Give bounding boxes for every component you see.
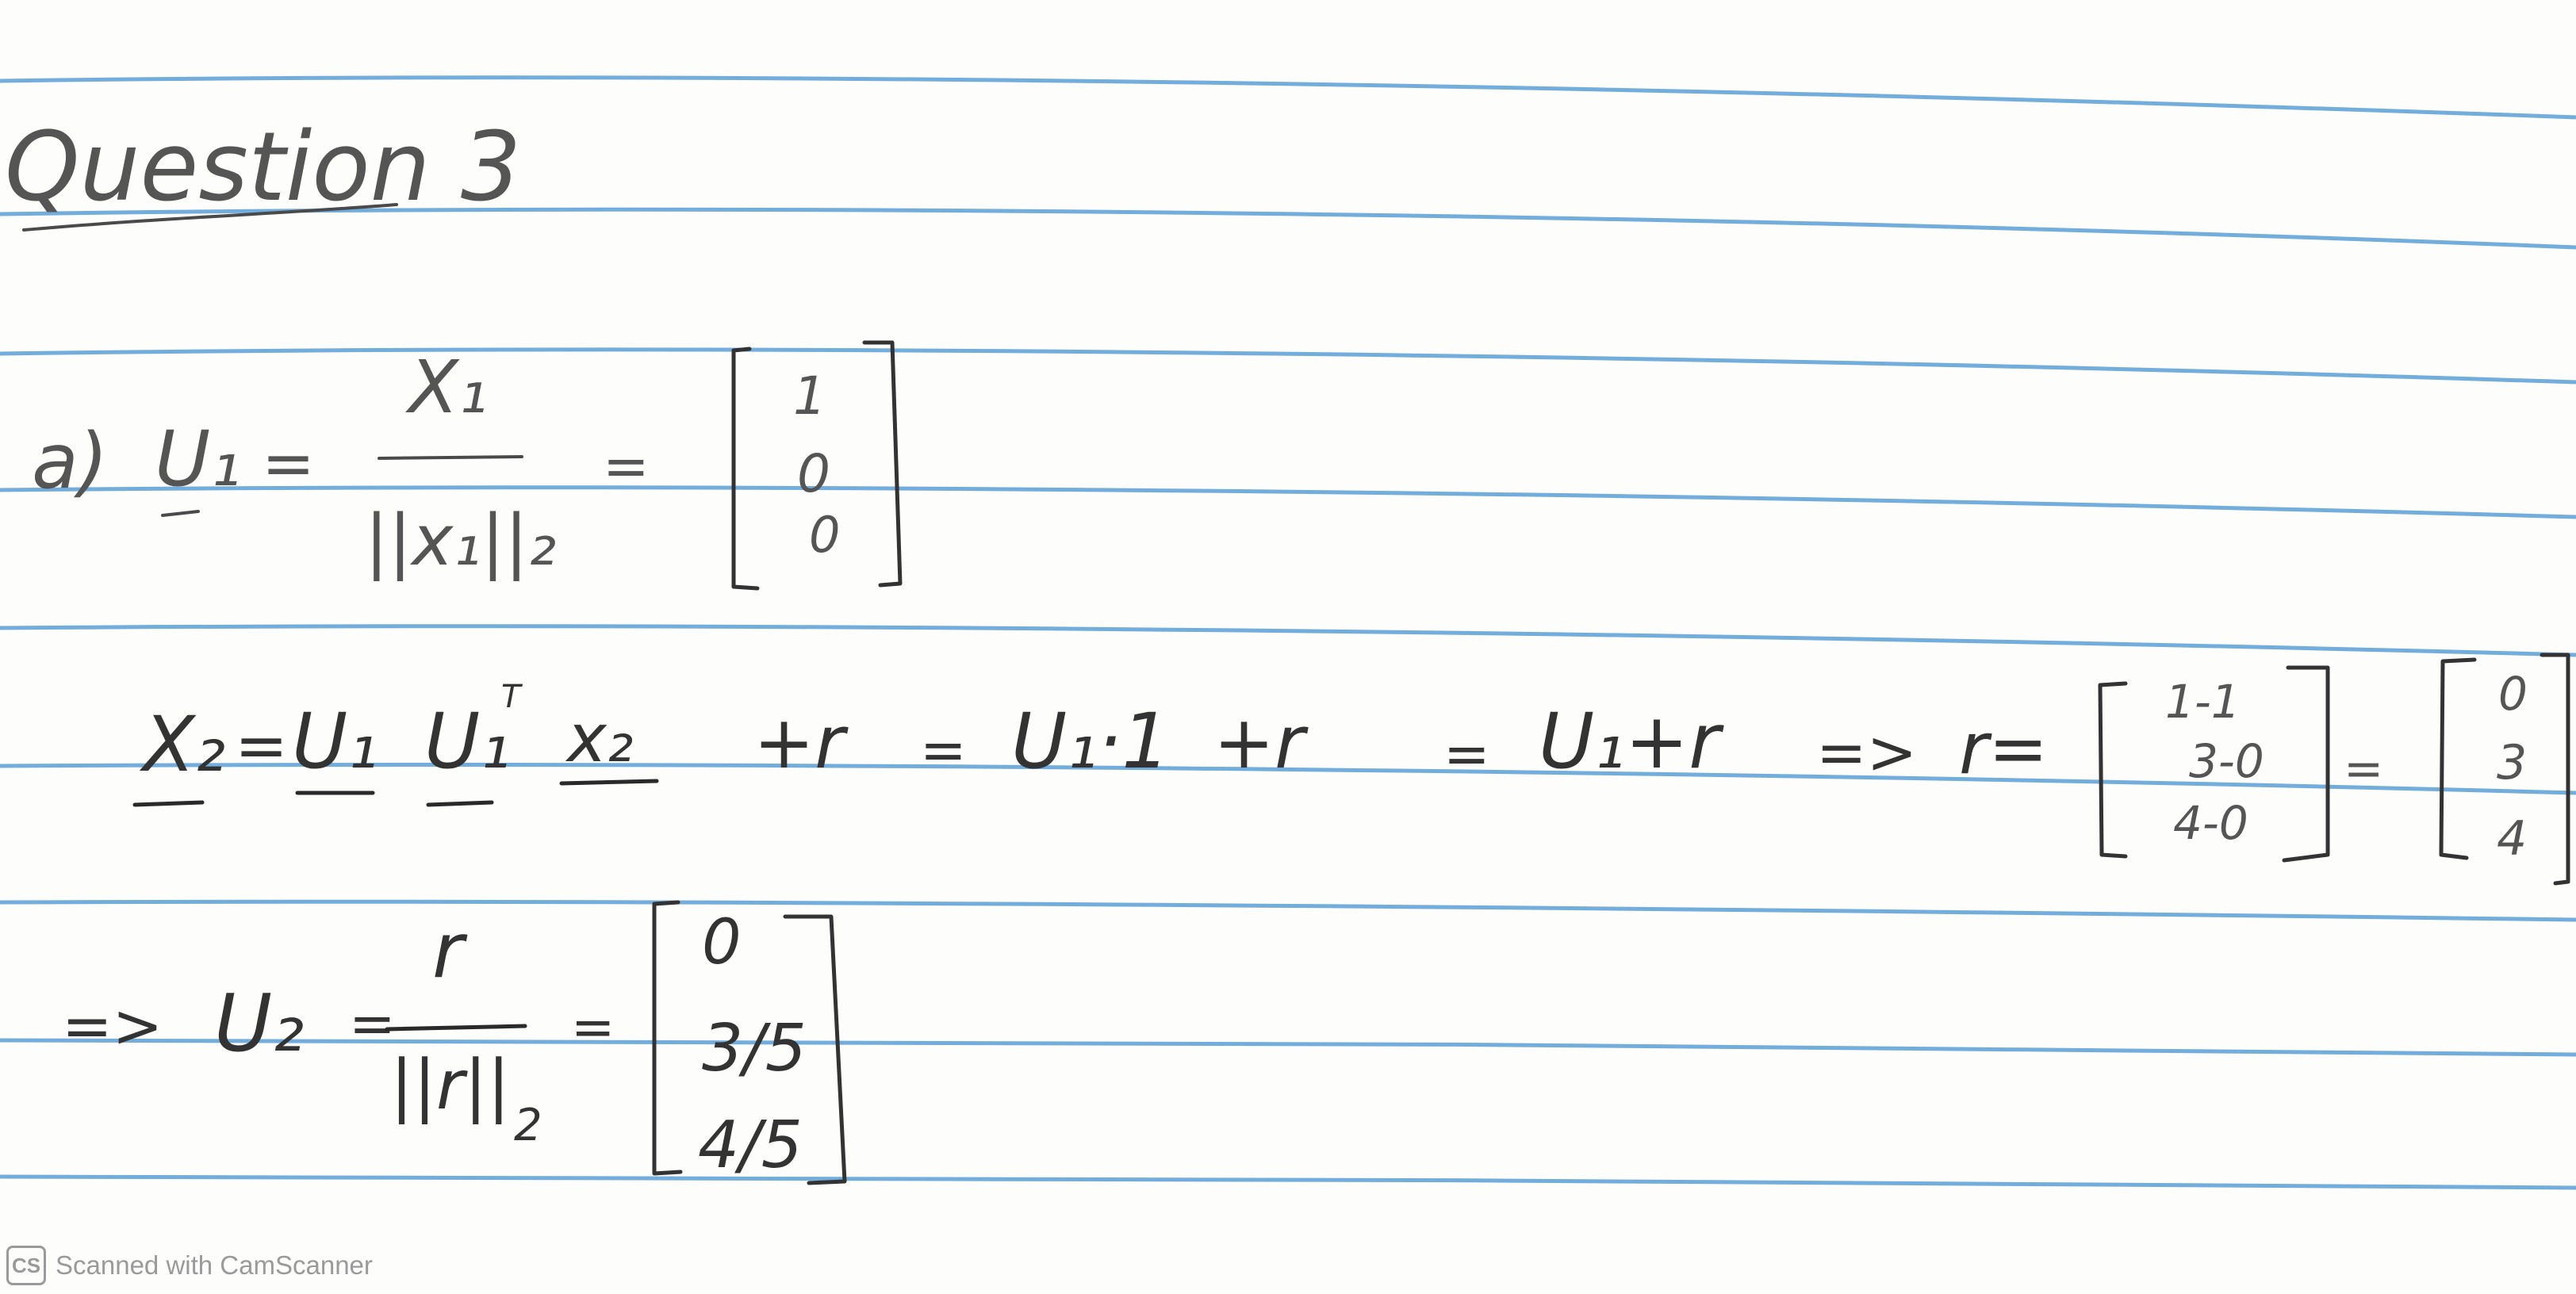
line3-equals-2: = xyxy=(571,997,615,1058)
line2-equals-3: = xyxy=(1443,722,1490,787)
transpose-superscript: T xyxy=(501,679,521,715)
line2-equals-1: = xyxy=(235,709,289,783)
diff-vector-entry-3: 4-0 xyxy=(2173,796,2248,850)
r-denominator-subscript: 2 xyxy=(514,1100,542,1151)
diff-vector-entry-2: 3-0 xyxy=(2189,734,2264,788)
x2-term-underline xyxy=(562,781,657,783)
u1-equals-2: = xyxy=(603,434,650,499)
plus-r-2: +r xyxy=(1213,700,1305,785)
fraction-bar xyxy=(379,457,522,458)
u2-vector-entry-3: 4/5 xyxy=(698,1108,803,1183)
u2-vector-entry-2: 3/5 xyxy=(702,1011,807,1086)
r-vector-entry-2: 3 xyxy=(2497,735,2528,791)
camscanner-text: Scanned with CamScanner xyxy=(56,1250,373,1280)
u1-underline xyxy=(163,511,198,515)
u1-transpose: U₁ xyxy=(424,697,511,786)
r-vector-entry-3: 4 xyxy=(2497,811,2528,867)
vector-u1-entry-3: 0 xyxy=(809,506,841,564)
u2-symbol: U₂ xyxy=(214,977,305,1070)
u1-dot-one: U₁·1 xyxy=(1011,697,1171,786)
r-denominator: ||r|| xyxy=(390,1046,511,1125)
line3-equals-1: = xyxy=(349,991,396,1056)
diff-vector-left-bracket xyxy=(2100,683,2126,856)
u1-term: U₁ xyxy=(292,697,378,786)
x2-symbol: X₂ xyxy=(143,700,226,789)
u1-equals: = xyxy=(262,427,316,500)
vector-u1-entry-1: 1 xyxy=(793,366,826,427)
u2-vector-left-bracket xyxy=(654,902,680,1173)
line2-equals-2: = xyxy=(920,718,967,783)
r-vector-entry-1: 0 xyxy=(2498,667,2528,721)
vector-u1-entry-2: 0 xyxy=(797,443,830,504)
vector-u1-right-bracket xyxy=(864,343,900,585)
camscanner-watermark xyxy=(6,1243,373,1288)
r-vector-left-bracket xyxy=(2441,660,2474,858)
u2-vector-entry-1: 0 xyxy=(702,907,742,978)
x2-term: x₂ xyxy=(567,699,634,777)
implies-arrow: => xyxy=(1816,717,1918,787)
line2-equals-4: = xyxy=(2344,741,2384,797)
x2-underline xyxy=(135,802,202,805)
r-equals: r= xyxy=(1959,707,2049,791)
diff-vector-right-bracket xyxy=(2284,668,2328,860)
vector-u1-left-bracket xyxy=(734,349,757,588)
fraction-numerator: X₁ xyxy=(408,345,488,430)
u1-transpose-underline xyxy=(428,802,492,805)
fraction-denominator: ||x₁||₂ xyxy=(365,500,557,581)
line3-implies-arrow: => xyxy=(62,990,163,1061)
u1-symbol: U₁ xyxy=(155,415,241,503)
camscanner-logo: CS xyxy=(6,1246,46,1285)
heading-text: Question 3 xyxy=(5,113,522,223)
r-vector-right-bracket xyxy=(2542,655,2568,883)
diff-vector-entry-1: 1-1 xyxy=(2165,675,2241,729)
u1-plus-r: U₁+r xyxy=(1539,697,1720,786)
part-a-label: a) xyxy=(32,417,109,506)
r-fraction-bar xyxy=(387,1026,525,1029)
r-numerator: r xyxy=(432,906,464,995)
plus-r-1: +r xyxy=(753,700,845,785)
